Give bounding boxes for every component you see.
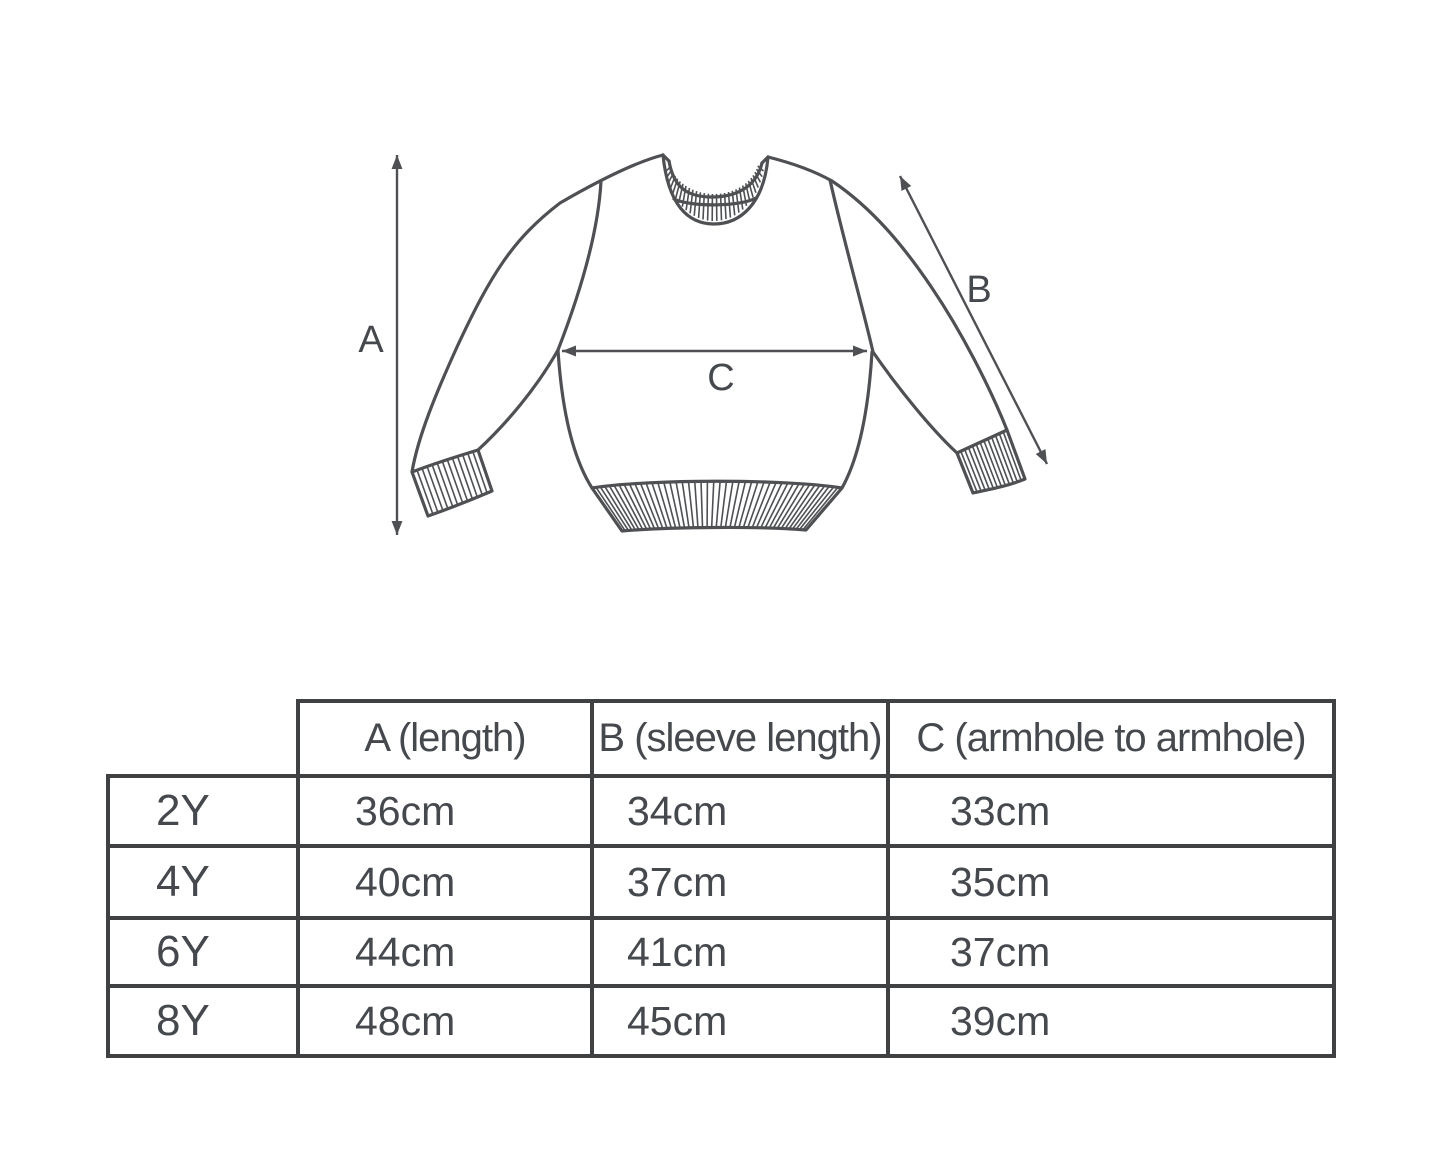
left-armhole-seam (558, 181, 601, 350)
header-row (108, 701, 1334, 776)
column-header-c-armhole: C (armhole to armhole) (888, 701, 1334, 776)
measurement-cell: 45cm (592, 986, 888, 1056)
column-header-b-sleeve-length: B (sleeve length) (592, 701, 888, 776)
left-body-side (558, 350, 592, 488)
measurement-cell: 35cm (888, 846, 1334, 918)
label-c: C (707, 357, 735, 399)
measurement-cell: 33cm (888, 776, 1334, 846)
column-header-a-length: A (length) (298, 701, 592, 776)
table-row-6y (108, 918, 1334, 986)
measurement-cell: 37cm (592, 846, 888, 918)
left-sleeve-outer (412, 155, 663, 472)
label-a: A (358, 319, 384, 361)
measurement-cell: 44cm (298, 918, 592, 986)
size-cell: 8Y (108, 986, 298, 1056)
right-body-side (842, 352, 872, 488)
size-cell: 4Y (108, 846, 298, 918)
right-sleeve-inner (873, 352, 957, 453)
arrow-b-sleeve (900, 176, 1047, 464)
label-b: B (966, 269, 992, 311)
size-cell: 2Y (108, 776, 298, 846)
left-sleeve-inner (478, 350, 558, 450)
column-header-empty (108, 701, 298, 776)
right-armhole-seam (830, 180, 873, 352)
measurement-cell: 39cm (888, 986, 1334, 1056)
sweater-ribbing (412, 166, 1025, 531)
measurement-cell: 48cm (298, 986, 592, 1056)
table-row-4y (108, 846, 1334, 918)
table-row-2y (108, 776, 1334, 846)
size-cell: 6Y (108, 918, 298, 986)
measurement-cell: 37cm (888, 918, 1334, 986)
measurement-cell: 41cm (592, 918, 888, 986)
measurement-cell: 40cm (298, 846, 592, 918)
measurement-cell: 36cm (298, 776, 592, 846)
size-table (106, 699, 1336, 1058)
sweater-outline (412, 155, 1025, 531)
table-row-8y (108, 986, 1334, 1056)
measurement-cell: 34cm (592, 776, 888, 846)
